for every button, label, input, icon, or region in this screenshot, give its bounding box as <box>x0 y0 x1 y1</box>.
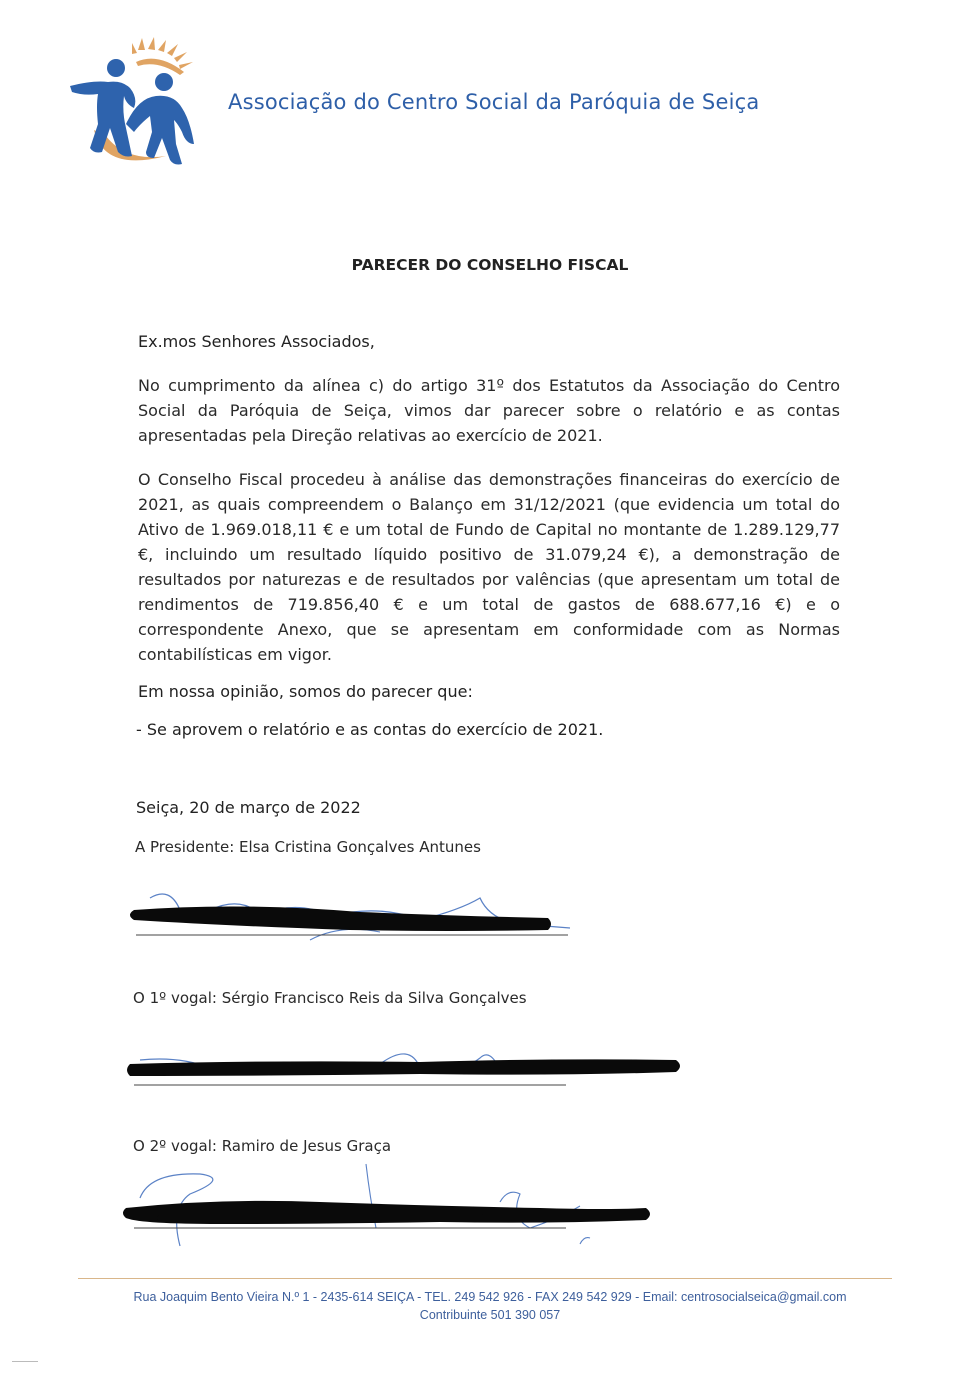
document-title: PARECER DO CONSELHO FISCAL <box>351 256 629 274</box>
opinion-intro: Em nossa opinião, somos do parecer que: <box>138 682 473 701</box>
scan-artifact-line <box>12 1361 38 1362</box>
organization-name: Associação do Centro Social da Paróquia de Seiça <box>228 90 760 114</box>
paragraph-statutes: No cumprimento da alínea c) do artigo 31º dos Estatutos da Associação do Centro Social da Paróquia de Seiça, vimos dar parecer sobre o relatório e as contas apresentadas pela Direção relativas ao exercício de 2021. <box>138 376 840 445</box>
footer-divider <box>78 1278 892 1279</box>
footer-taxpayer-number: Contribuinte 501 390 057 <box>419 1308 561 1322</box>
redacted-signature-president <box>120 880 700 970</box>
two-figures-sun-logo-icon <box>66 32 202 176</box>
paragraph-financial-analysis: O Conselho Fiscal procedeu à análise das demonstrações financeiras do exercício de 2021, as quais compreendem o Balanço em 31/12/2021 (que evidencia um total do Ativo de 1.969.018,11 € e um total de Fundo de Capital no montante de 1.289.129,77 €, incluindo um resultado líquido positivo de 31.079,24 €), a demonstração de resultados por naturezas e de resultados por valências (que apresentam um total de rendimentos de 719.856,40 € e um total de gastos de 688.677,16 €) e o correspondente Anexo, que se apresentam em conformidade com as Normas contabilísticas em vigor. <box>138 470 840 664</box>
decision-statement: - Se aprovem o relatório e as contas do exercício de 2021. <box>136 720 604 739</box>
signatory-second-member-label: O 2º vogal: Ramiro de Jesus Graça <box>133 1137 392 1155</box>
place-date: Seiça, 20 de março de 2022 <box>136 798 361 817</box>
salutation: Ex.mos Senhores Associados, <box>138 332 375 351</box>
redacted-signature-first-member <box>120 1030 700 1120</box>
footer-address: Rua Joaquim Bento Vieira N.º 1 - 2435-614 SEIÇA - TEL. 249 542 926 - FAX 249 542 929 - Email: centrosocialseica@gmail.com <box>133 1290 847 1304</box>
signatory-first-member-label: O 1º vogal: Sérgio Francisco Reis da Silva Gonçalves <box>133 989 527 1007</box>
redacted-signature-second-member <box>120 1158 700 1248</box>
signatory-president-label: A Presidente: Elsa Cristina Gonçalves Antunes <box>135 838 481 856</box>
